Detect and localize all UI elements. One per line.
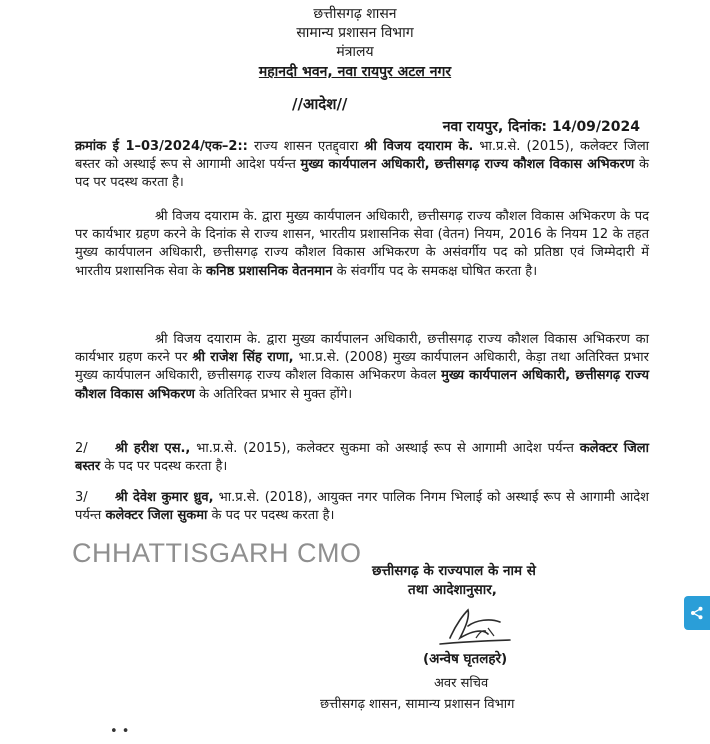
para1-text-1: राज्य शासन एतद्द्वारा: [247, 139, 365, 154]
paragraph-1: [75, 138, 649, 193]
signer-name: (अन्वेष घृतलहरे): [423, 651, 508, 667]
item-number-2: 2/: [75, 441, 88, 456]
order-reference: क्रमांक ई 1–03/2024/एक–2::: [75, 139, 248, 154]
header-department: सामान्य प्रशासन विभाग: [296, 25, 414, 41]
posting-4: कलेक्टर जिला सुकमा: [105, 508, 208, 524]
header-government: छत्तीसगढ़ शासन: [313, 6, 397, 22]
para2-text-2: के संवर्गीय पद के समकक्ष घोषित करता है।: [332, 263, 538, 279]
header-address: महानदी भवन, नवा रायपुर अटल नगर: [258, 64, 452, 80]
para4-text-1: भा.प्र.से. (2015), कलेक्टर सुकमा को अस्थाई रूप से आगामी आदेश पर्यन्त: [190, 441, 580, 456]
paragraph-5: [75, 489, 649, 525]
watermark: CHHATTISGARH CMO: [72, 538, 362, 568]
officer-name-4: श्री देवेश कुमार ध्रुव,: [115, 490, 214, 505]
para3-text-1: श्री विजय दयाराम के. द्वारा मुख्य कार्यपालन अधिकारी, छत्तीसगढ़ राज्य कौशल विकास अभिकरण का कार्यभार ग्रहण करने पर: [75, 332, 649, 366]
order-title: //आदेश//: [292, 95, 348, 113]
para5-text-2: के पद पर पदस्थ करता है।: [207, 508, 335, 524]
signoff-line-2: तथा आदेशानुसार,: [408, 582, 497, 598]
posting-3: कलेक्टर जिला बस्तर: [75, 441, 649, 475]
place-date: नवा रायपुर, दिनांक: 14/09/2024: [442, 119, 640, 135]
share-button[interactable]: [684, 596, 710, 630]
para1-text-2: भा.प्र.से. (2015), कलेक्टर जिला बस्तर को अस्थाई रूप से आगामी आदेश पर्यन्त: [75, 139, 649, 173]
officer-name-2: श्री राजेश सिंह राणा,: [192, 350, 294, 366]
item-number-3: 3/: [75, 490, 88, 505]
para5-text-1: भा.प्र.से. (2018), आयुक्त नगर पालिक निगम भिलाई को अस्थाई रूप से आगामी आदेश पर्यन्त: [75, 490, 649, 524]
pay-scale: कनिष्ठ प्रशासनिक वेतनमान: [206, 263, 333, 279]
officer-name-1: श्री विजय दयाराम के.: [364, 139, 474, 154]
signer-designation: अवर सचिव: [434, 676, 489, 691]
para3-text-3: के अतिरिक्त प्रभार से मुक्त होंगे।: [194, 386, 353, 402]
posting-1: मुख्य कार्यपालन अधिकारी, छत्तीसगढ़ राज्य कौशल विकास अभिकरण: [300, 157, 635, 173]
para4-text-2: के पद पर पदस्थ करता है।: [100, 459, 228, 475]
para2-text-1: श्री विजय दयाराम के. द्वारा मुख्य कार्यपालन अधिकारी, छत्तीसगढ़ राज्य कौशल विकास अभिकरण के पद पर कार्यभार ग्रहण करने के दिनांक से राज्य शासन, भारतीय प्रशासनिक सेवा (वेतन) नियम, 2016 के नियम 12 के तहत मुख्य कार्यपालन अधिकारी, छत्तीसगढ़ राज्य कौशल विकास अभिकरण के असंवर्गीय पद को प्रतिष्ठा एवं जिम्मेदारी में भारतीय प्रशासनिक सेवा के: [75, 209, 649, 279]
posting-2: मुख्य कार्यपालन अधिकारी, छत्तीसगढ़ राज्य कौशल विकास अभिकरण: [75, 368, 649, 402]
signoff-line-1: छत्तीसगढ़ के राज्यपाल के नाम से: [372, 563, 536, 579]
signer-department: छत्तीसगढ़ शासन, सामान्य प्रशासन विभाग: [320, 697, 515, 712]
header-ministry: मंत्रालय: [336, 44, 374, 60]
share-icon: [690, 606, 704, 620]
cropped-next-line: • •: [110, 724, 130, 739]
paragraph-2: [75, 208, 649, 281]
signature-mark: [430, 604, 520, 652]
paragraph-4: [75, 440, 649, 476]
para3-text-2: भा.प्र.से. (2008) मुख्य कार्यपालन अधिकारी, केड़ा तथा अतिरिक्त प्रभार मुख्य कार्यपालन अधिकारी, छत्तीसगढ़ राज्य कौशल विकास अभिकरण केवल: [75, 350, 649, 384]
officer-name-3: श्री हरीश एस.,: [115, 441, 191, 456]
paragraph-3: [75, 331, 649, 404]
para1-text-3: के पद पर पदस्थ करता है।: [75, 157, 649, 191]
